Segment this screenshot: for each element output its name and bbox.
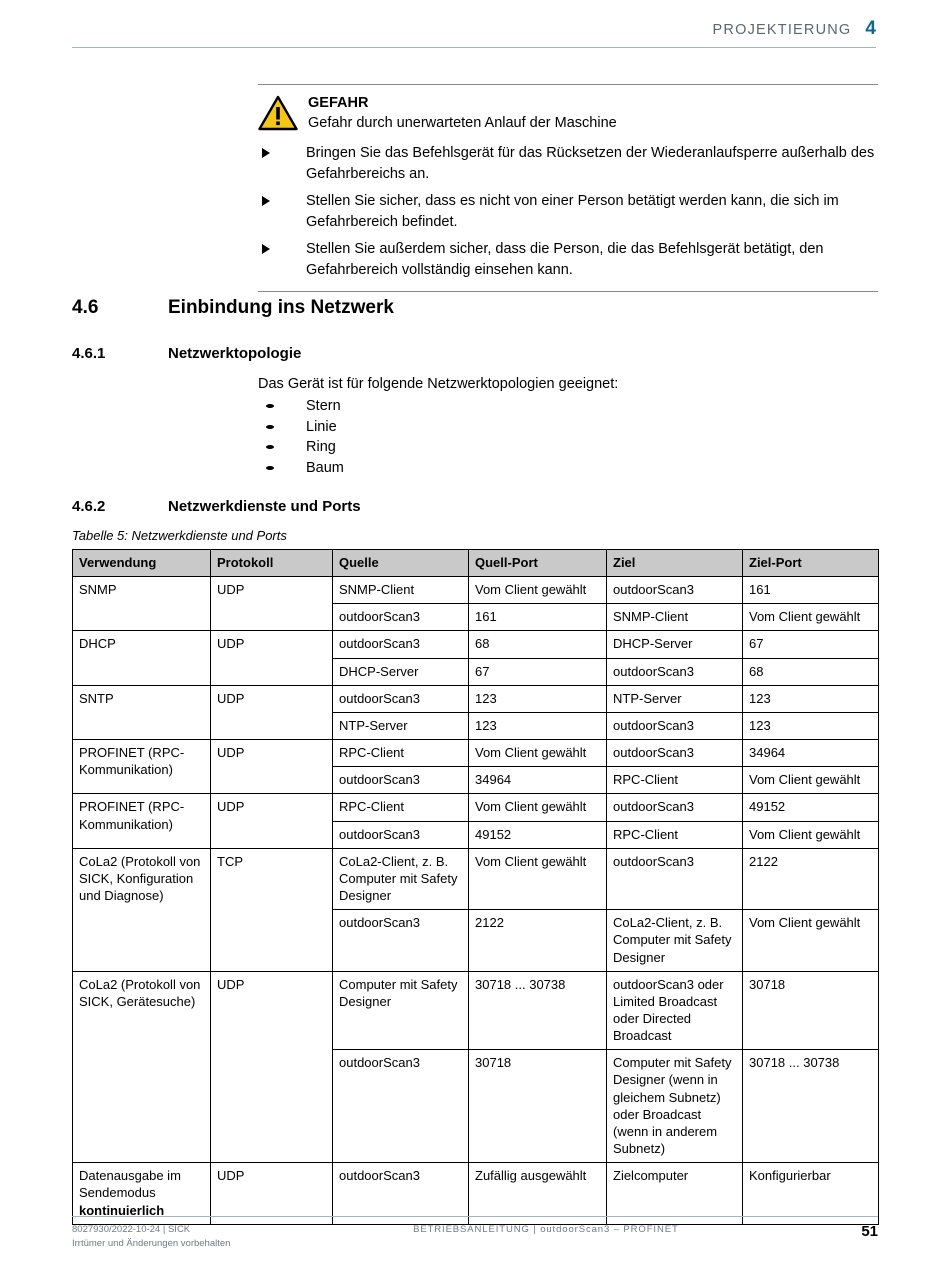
header-chapter-number: 4: [865, 18, 876, 39]
danger-item-text: Bringen Sie das Befehlsgerät für das Rücksetzen der Wiederanlaufsperre außerhalb des Gefahrbereichs an.: [306, 145, 875, 182]
cell-quelle: outdoorScan3: [333, 821, 469, 848]
dot-bullet-icon: [266, 445, 274, 449]
table-header-row: [73, 550, 879, 577]
cell-quellport: 123: [469, 712, 607, 739]
cell-quelle: DHCP-Server: [333, 658, 469, 685]
cell-quelle: RPC-Client: [333, 740, 469, 767]
danger-notice: [258, 84, 878, 292]
cell-zielport: 123: [743, 712, 879, 739]
cell-zielport: Vom Client gewählt: [743, 910, 879, 971]
cell-ziel: outdoorScan3: [607, 658, 743, 685]
table-header-cell: Ziel-Port: [743, 550, 879, 577]
cell-quellport: Vom Client gewählt: [469, 848, 607, 909]
cell-quellport: Vom Client gewählt: [469, 740, 607, 767]
triangle-bullet-icon: [262, 196, 274, 206]
table-row: [73, 1163, 879, 1224]
header-section-title: PROJEKTIERUNG: [712, 22, 852, 38]
heading-title: Einbindung ins Netzwerk: [168, 297, 394, 318]
cell-ziel: outdoorScan3: [607, 740, 743, 767]
table-caption: Tabelle 5: Netzwerkdienste und Ports: [72, 528, 287, 543]
heading-title: Netzwerktopologie: [168, 345, 302, 362]
heading-4-6-2: [72, 498, 882, 515]
heading-number: 4.6.1: [72, 345, 106, 362]
cell-ziel: outdoorScan3: [607, 577, 743, 604]
table-header-cell: Protokoll: [211, 550, 333, 577]
network-ports-table: [72, 549, 879, 1225]
danger-item-text: Stellen Sie sicher, dass es nicht von einer Person betätigt werden kann, die sich im Gefahrbereich befindet.: [306, 193, 839, 230]
list-item: [258, 458, 878, 479]
cell-quelle: RPC-Client: [333, 794, 469, 821]
cell-ziel: Computer mit Safety Designer (wenn in gleichem Subnetz) oder Broadcast (wenn in anderem Subnetz): [607, 1050, 743, 1163]
cell-quelle: outdoorScan3: [333, 767, 469, 794]
cell-verwendung: CoLa2 (Protokoll von SICK, Konfiguration und Diagnose): [73, 848, 211, 971]
cell-protokoll: UDP: [211, 577, 333, 631]
cell-zielport: 67: [743, 631, 879, 658]
footer-document-id: 8027930/2022-10-24 | SICK: [72, 1224, 191, 1236]
danger-instruction-list: [258, 143, 878, 280]
cell-zielport: Vom Client gewählt: [743, 604, 879, 631]
cell-quelle: SNMP-Client: [333, 577, 469, 604]
cell-ziel: SNMP-Client: [607, 604, 743, 631]
table-row: [73, 848, 879, 909]
cell-ziel: RPC-Client: [607, 767, 743, 794]
footer-document-title: BETRIEBSANLEITUNG | outdoorScan3 – PROFINET: [413, 1224, 679, 1236]
topology-item-text: Stern: [306, 398, 341, 415]
cell-quelle: outdoorScan3: [333, 910, 469, 971]
cell-zielport: 68: [743, 658, 879, 685]
cell-ziel: NTP-Server: [607, 685, 743, 712]
footer-disclaimer: Irrtümer und Änderungen vorbehalten: [72, 1238, 231, 1250]
cell-quelle: NTP-Server: [333, 712, 469, 739]
cell-ziel: outdoorScan3: [607, 848, 743, 909]
cell-quellport: 49152: [469, 821, 607, 848]
cell-quellport: 30718: [469, 1050, 607, 1163]
cell-protokoll: UDP: [211, 971, 333, 1163]
warning-triangle-icon: [258, 95, 298, 131]
cell-verwendung: SNTP: [73, 685, 211, 739]
cell-verwendung: CoLa2 (Protokoll von SICK, Gerätesuche): [73, 971, 211, 1163]
cell-ziel: CoLa2-Client, z. B. Computer mit Safety Designer: [607, 910, 743, 971]
topology-item-text: Baum: [306, 460, 344, 477]
cell-quelle: outdoorScan3: [333, 604, 469, 631]
cell-quellport: 67: [469, 658, 607, 685]
topology-block: [258, 374, 878, 479]
cell-quellport: 30718 ... 30738: [469, 971, 607, 1050]
cell-zielport: 2122: [743, 848, 879, 909]
cell-verwendung: [73, 1163, 211, 1224]
cell-zielport: 30718 ... 30738: [743, 1050, 879, 1163]
cell-ziel: outdoorScan3: [607, 794, 743, 821]
table-header-cell: Ziel: [607, 550, 743, 577]
cell-zielport: Vom Client gewählt: [743, 821, 879, 848]
cell-quelle: outdoorScan3: [333, 1163, 469, 1224]
table-row: [73, 577, 879, 604]
heading-4-6: [72, 297, 882, 319]
page-footer: [72, 1216, 878, 1251]
list-item: [258, 191, 878, 232]
table-row: [73, 971, 879, 1050]
cell-quelle: outdoorScan3: [333, 685, 469, 712]
cell-verwendung: PROFINET (RPC-Kommunikation): [73, 794, 211, 848]
cell-ziel: outdoorScan3 oder Limited Broadcast oder Directed Broadcast: [607, 971, 743, 1050]
cell-protokoll: UDP: [211, 740, 333, 794]
cell-verwendung: SNMP: [73, 577, 211, 631]
table-header-cell: Verwendung: [73, 550, 211, 577]
cell-protokoll: UDP: [211, 631, 333, 685]
cell-protokoll: UDP: [211, 1163, 333, 1224]
cell-protokoll: TCP: [211, 848, 333, 971]
cell-ziel: Zielcomputer: [607, 1163, 743, 1224]
cell-verwendung: PROFINET (RPC-Kommunikation): [73, 740, 211, 794]
header-divider: [72, 47, 876, 48]
network-ports-table-wrapper: [72, 549, 878, 1225]
cell-zielport: Konfigurierbar: [743, 1163, 879, 1224]
table-header-cell: Quell-Port: [469, 550, 607, 577]
danger-title: GEFAHR: [308, 95, 369, 111]
triangle-bullet-icon: [262, 148, 274, 158]
cell-quellport: Zufällig ausgewählt: [469, 1163, 607, 1224]
cell-zielport: 161: [743, 577, 879, 604]
cell-ziel: outdoorScan3: [607, 712, 743, 739]
heading-title: Netzwerkdienste und Ports: [168, 498, 361, 515]
cell-quellport: 2122: [469, 910, 607, 971]
list-item: [258, 437, 878, 458]
topology-list: [258, 396, 878, 478]
heading-number: 4.6: [72, 297, 99, 318]
topology-item-text: Ring: [306, 439, 336, 456]
dot-bullet-icon: [266, 466, 274, 470]
cell-quellport: 161: [469, 604, 607, 631]
table-row: [73, 685, 879, 712]
topology-intro: Das Gerät ist für folgende Netzwerktopologien geeignet:: [258, 376, 619, 392]
footer-left-block: [72, 1223, 230, 1251]
cell-quellport: 68: [469, 631, 607, 658]
heading-number: 4.6.2: [72, 498, 106, 515]
list-item: [258, 239, 878, 280]
triangle-bullet-icon: [262, 244, 274, 254]
page-header: [72, 18, 876, 58]
list-item: [258, 396, 878, 417]
danger-subtitle: Gefahr durch unerwarteten Anlauf der Maschine: [308, 114, 617, 131]
cell-quellport: 34964: [469, 767, 607, 794]
cell-quelle: Computer mit Safety Designer: [333, 971, 469, 1050]
danger-item-text: Stellen Sie außerdem sicher, dass die Person, die das Befehlsgerät betätigt, den Gefahrbereich vollständig einsehen kann.: [306, 241, 824, 279]
footer-page-number: 51: [861, 1223, 878, 1241]
cell-zielport: 49152: [743, 794, 879, 821]
cell-protokoll: UDP: [211, 685, 333, 739]
cell-quelle: outdoorScan3: [333, 631, 469, 658]
list-item: [258, 417, 878, 438]
topology-item-text: Linie: [306, 418, 337, 435]
cell-verwendung: DHCP: [73, 631, 211, 685]
dot-bullet-icon: [266, 404, 274, 408]
table-header-cell: Quelle: [333, 550, 469, 577]
cell-ziel: RPC-Client: [607, 821, 743, 848]
cell-zielport: Vom Client gewählt: [743, 767, 879, 794]
cell-zielport: 34964: [743, 740, 879, 767]
heading-4-6-1: [72, 345, 882, 362]
cell-quellport: Vom Client gewählt: [469, 577, 607, 604]
cell-zielport: 123: [743, 685, 879, 712]
cell-protokoll: UDP: [211, 794, 333, 848]
cell-quelle: CoLa2-Client, z. B. Computer mit Safety Designer: [333, 848, 469, 909]
table-row: [73, 740, 879, 767]
cell-ziel: DHCP-Server: [607, 631, 743, 658]
cell-quellport: 123: [469, 685, 607, 712]
cell-zielport: 30718: [743, 971, 879, 1050]
table-row: [73, 631, 879, 658]
cell-verwendung-text: Datenausgabe im Sendemodus: [79, 1168, 181, 1201]
cell-quellport: Vom Client gewählt: [469, 794, 607, 821]
danger-bottom-divider: [258, 291, 878, 292]
table-row: [73, 794, 879, 821]
dot-bullet-icon: [266, 425, 274, 429]
list-item: [258, 143, 878, 184]
cell-verwendung-emphasis: kontinuierlich: [79, 1202, 165, 1218]
cell-quelle: outdoorScan3: [333, 1050, 469, 1163]
